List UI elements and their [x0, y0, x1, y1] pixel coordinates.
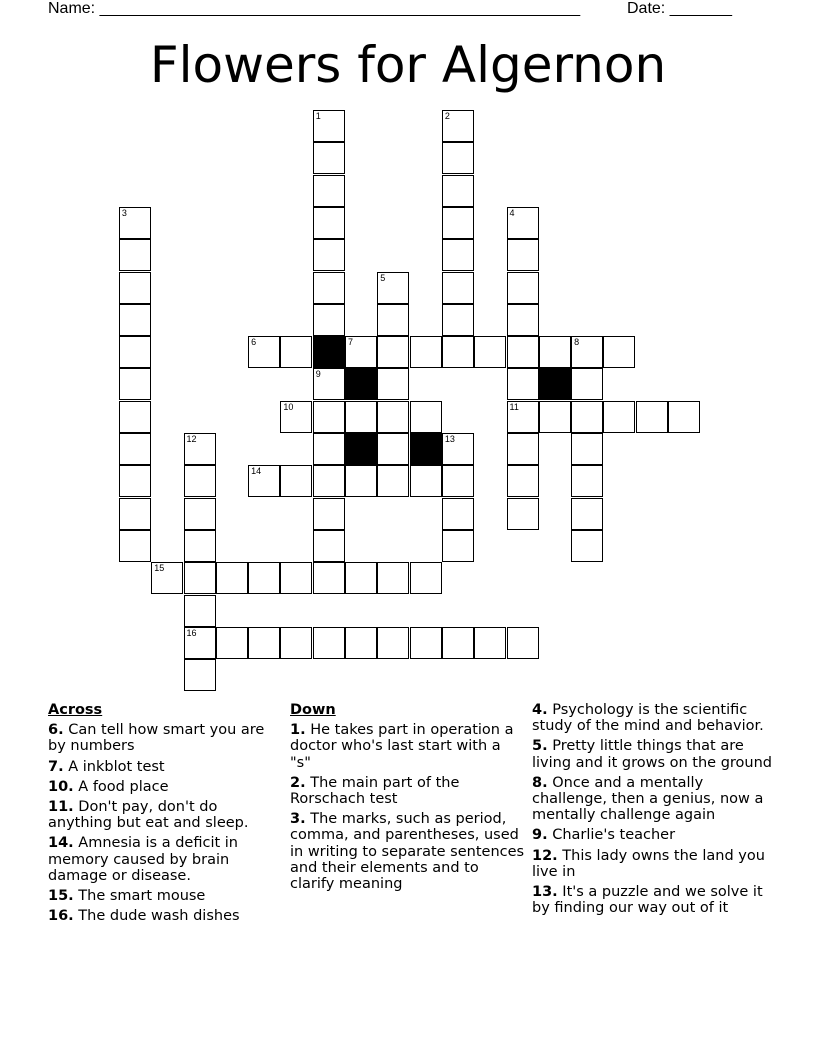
answer-square[interactable]: [248, 562, 280, 594]
clue-item-number: 16.: [48, 908, 74, 925]
answer-square[interactable]: [313, 368, 345, 400]
clue-item: [48, 888, 268, 904]
answer-square[interactable]: [377, 465, 409, 497]
answer-square[interactable]: [184, 595, 216, 627]
clue-number: 7: [348, 337, 354, 348]
answer-square[interactable]: [119, 530, 151, 562]
clue-item: [48, 759, 268, 775]
answer-square[interactable]: [442, 175, 474, 207]
black-square: [539, 368, 571, 400]
answer-square[interactable]: [539, 336, 571, 368]
clue-number: 1: [315, 111, 321, 121]
clue-item: [532, 702, 772, 734]
clue-item: [290, 722, 525, 771]
answer-square[interactable]: [442, 465, 474, 497]
answer-square[interactable]: [539, 401, 571, 433]
clue-item-text: Don't pay, don't do anything but eat and sleep.: [48, 799, 249, 832]
answer-square[interactable]: [442, 336, 474, 368]
clue-item-text: This lady owns the land you live in: [532, 847, 765, 880]
answer-square[interactable]: [442, 110, 474, 142]
clue-item-text: A inkblot test: [63, 758, 165, 775]
answer-square[interactable]: [280, 562, 312, 594]
answer-square[interactable]: [571, 498, 603, 530]
answer-square[interactable]: [184, 562, 216, 594]
answer-square[interactable]: [507, 465, 539, 497]
clue-item-text: The smart mouse: [73, 888, 206, 905]
clue-item: [48, 722, 268, 754]
clue-number: 4: [509, 207, 515, 218]
clue-item: [48, 779, 268, 795]
answer-square[interactable]: [410, 627, 442, 659]
answer-square[interactable]: [442, 530, 474, 562]
clue-item-number: 9.: [532, 827, 548, 844]
answer-square[interactable]: [119, 433, 151, 465]
answer-square[interactable]: [507, 433, 539, 465]
answer-square[interactable]: [410, 465, 442, 497]
clue-number: 13: [444, 434, 455, 444]
answer-square[interactable]: [377, 627, 409, 659]
answer-square[interactable]: [280, 401, 312, 433]
clue-item: [48, 908, 268, 924]
clue-item: [532, 848, 772, 880]
clue-number: 14: [251, 466, 262, 477]
answer-square[interactable]: [248, 465, 280, 497]
clue-item-number: 7.: [48, 758, 64, 775]
answer-square[interactable]: [151, 562, 183, 594]
clue-number: 16: [186, 627, 197, 638]
down-heading: Down: [290, 702, 336, 718]
answer-square[interactable]: [377, 433, 409, 465]
clue-item: [290, 811, 525, 892]
answer-square[interactable]: [313, 175, 345, 207]
answer-square[interactable]: [119, 336, 151, 368]
clue-item-number: 1.: [290, 722, 306, 739]
answer-square[interactable]: [507, 336, 539, 368]
clue-item-text: The main part of the Rorschach test: [290, 774, 460, 808]
answer-square[interactable]: [571, 368, 603, 400]
puzzle-title: Flowers for Algernon: [149, 36, 667, 94]
black-square: [345, 368, 377, 400]
black-square: [313, 336, 345, 368]
clue-item-number: 10.: [48, 778, 74, 795]
answer-square[interactable]: [313, 627, 345, 659]
answer-square[interactable]: [280, 627, 312, 659]
answer-square[interactable]: [507, 368, 539, 400]
clue-item-text: The marks, such as period, comma, and parentheses, used in writing to separate sentences and their elements and to clarify meaning: [290, 811, 525, 893]
answer-square[interactable]: [313, 498, 345, 530]
clue-item-number: 2.: [290, 774, 306, 791]
answer-square[interactable]: [184, 465, 216, 497]
answer-square[interactable]: [377, 304, 409, 336]
clue-item-text: Amnesia is a deficit in memory caused by brain damage or disease.: [48, 835, 238, 884]
clue-number: 12: [186, 434, 197, 444]
answer-square[interactable]: [313, 110, 345, 142]
clue-item-number: 11.: [48, 799, 74, 816]
clue-item-text: Charlie's teacher: [547, 827, 676, 844]
answer-square[interactable]: [313, 562, 345, 594]
answer-square[interactable]: [184, 498, 216, 530]
clue-item-text: The dude wash dishes: [73, 908, 240, 925]
answer-square[interactable]: [216, 562, 248, 594]
across-heading: Across: [48, 702, 103, 718]
answer-square[interactable]: [571, 465, 603, 497]
answer-square[interactable]: [603, 336, 635, 368]
answer-square[interactable]: [248, 627, 280, 659]
clue-number: 8: [574, 337, 580, 348]
clue-item-text: A food place: [73, 778, 169, 795]
answer-square[interactable]: [507, 498, 539, 530]
clue-item-text: Once and a mentally challenge, then a genius, now a mentally challenge again: [532, 774, 764, 824]
answer-square[interactable]: [345, 627, 377, 659]
clue-item: [290, 775, 525, 807]
answer-square[interactable]: [636, 401, 668, 433]
answer-square[interactable]: [345, 465, 377, 497]
answer-square[interactable]: [377, 401, 409, 433]
clue-item-number: 6.: [48, 722, 64, 739]
clue-number: 9: [315, 369, 321, 380]
answer-square[interactable]: [119, 239, 151, 271]
answer-square[interactable]: [313, 401, 345, 433]
answer-square[interactable]: [248, 336, 280, 368]
clue-number: 11: [509, 401, 519, 412]
answer-square[interactable]: [571, 401, 603, 433]
answer-square[interactable]: [442, 272, 474, 304]
answer-square[interactable]: [668, 401, 700, 433]
clue-item-text: It's a puzzle and we solve it by finding our way out of it: [532, 884, 763, 917]
answer-square[interactable]: [442, 627, 474, 659]
across-clues: [48, 702, 268, 928]
answer-square[interactable]: [507, 627, 539, 659]
clue-number: 6: [251, 337, 257, 348]
answer-square[interactable]: [507, 272, 539, 304]
clue-item: [532, 738, 772, 770]
name-field-label: Name: ______________________________________________________: [48, 0, 581, 17]
black-square: [345, 433, 377, 465]
answer-square[interactable]: [184, 659, 216, 691]
answer-square[interactable]: [119, 465, 151, 497]
answer-square[interactable]: [313, 530, 345, 562]
black-square: [410, 433, 442, 465]
clue-item-number: 8.: [532, 774, 548, 791]
answer-square[interactable]: [410, 336, 442, 368]
clue-number: 10: [283, 401, 294, 412]
clue-item-number: 3.: [290, 811, 306, 828]
answer-square[interactable]: [119, 401, 151, 433]
clue-number: 5: [380, 272, 386, 283]
answer-square[interactable]: [442, 498, 474, 530]
answer-square[interactable]: [313, 272, 345, 304]
answer-square[interactable]: [377, 368, 409, 400]
answer-square[interactable]: [603, 401, 635, 433]
answer-square[interactable]: [507, 239, 539, 271]
answer-square[interactable]: [507, 401, 539, 433]
answer-square[interactable]: [313, 239, 345, 271]
clue-number: 15: [154, 563, 165, 574]
clue-item-number: 15.: [48, 888, 74, 905]
answer-square[interactable]: [313, 433, 345, 465]
clue-number: 2: [444, 111, 450, 121]
answer-square[interactable]: [119, 498, 151, 530]
answer-square[interactable]: [410, 401, 442, 433]
answer-square[interactable]: [345, 562, 377, 594]
clue-item-number: 4.: [532, 702, 548, 718]
answer-square[interactable]: [345, 401, 377, 433]
answer-square[interactable]: [474, 627, 506, 659]
answer-square[interactable]: [184, 530, 216, 562]
down-clues: [290, 702, 525, 896]
answer-square[interactable]: [119, 207, 151, 239]
answer-square[interactable]: [442, 207, 474, 239]
clue-item-number: 13.: [532, 884, 558, 901]
down-clues-continued: [532, 702, 772, 920]
answer-square[interactable]: [442, 304, 474, 336]
answer-square[interactable]: [571, 336, 603, 368]
clue-item: [532, 775, 772, 824]
answer-square[interactable]: [119, 272, 151, 304]
date-field-label: Date: _______: [627, 0, 732, 17]
answer-square[interactable]: [377, 336, 409, 368]
answer-square[interactable]: [313, 465, 345, 497]
answer-square[interactable]: [280, 336, 312, 368]
answer-square[interactable]: [571, 530, 603, 562]
answer-square[interactable]: [313, 207, 345, 239]
answer-square[interactable]: [507, 304, 539, 336]
clue-item-text: Can tell how smart you are by numbers: [48, 722, 265, 755]
answer-square[interactable]: [571, 433, 603, 465]
answer-square[interactable]: [216, 627, 248, 659]
answer-square[interactable]: [507, 207, 539, 239]
answer-square[interactable]: [377, 272, 409, 304]
clue-item-text: Pretty little things that are living and it grows on the ground: [532, 738, 773, 771]
clue-item-text: He takes part in operation a doctor who's last start with a "s": [290, 722, 514, 771]
clue-item: [532, 884, 772, 916]
answer-square[interactable]: [313, 142, 345, 174]
clue-item-number: 12.: [532, 847, 558, 864]
answer-square[interactable]: [410, 562, 442, 594]
answer-square[interactable]: [377, 562, 409, 594]
clue-item: [48, 799, 268, 831]
answer-square[interactable]: [313, 304, 345, 336]
clue-item-text: Psychology is the scientific study of the mind and behavior.: [532, 702, 764, 735]
answer-square[interactable]: [442, 142, 474, 174]
clue-item: [532, 827, 772, 843]
answer-square[interactable]: [345, 336, 377, 368]
clue-item: [48, 835, 268, 884]
answer-square[interactable]: [184, 627, 216, 659]
answer-square[interactable]: [184, 433, 216, 465]
clue-number: 3: [121, 207, 127, 218]
answer-square[interactable]: [119, 304, 151, 336]
answer-square[interactable]: [119, 368, 151, 400]
answer-square[interactable]: [442, 239, 474, 271]
clue-item-number: 5.: [532, 738, 548, 755]
clue-item-number: 14.: [48, 835, 74, 852]
answer-square[interactable]: [280, 465, 312, 497]
answer-square[interactable]: [474, 336, 506, 368]
answer-square[interactable]: [442, 433, 474, 465]
